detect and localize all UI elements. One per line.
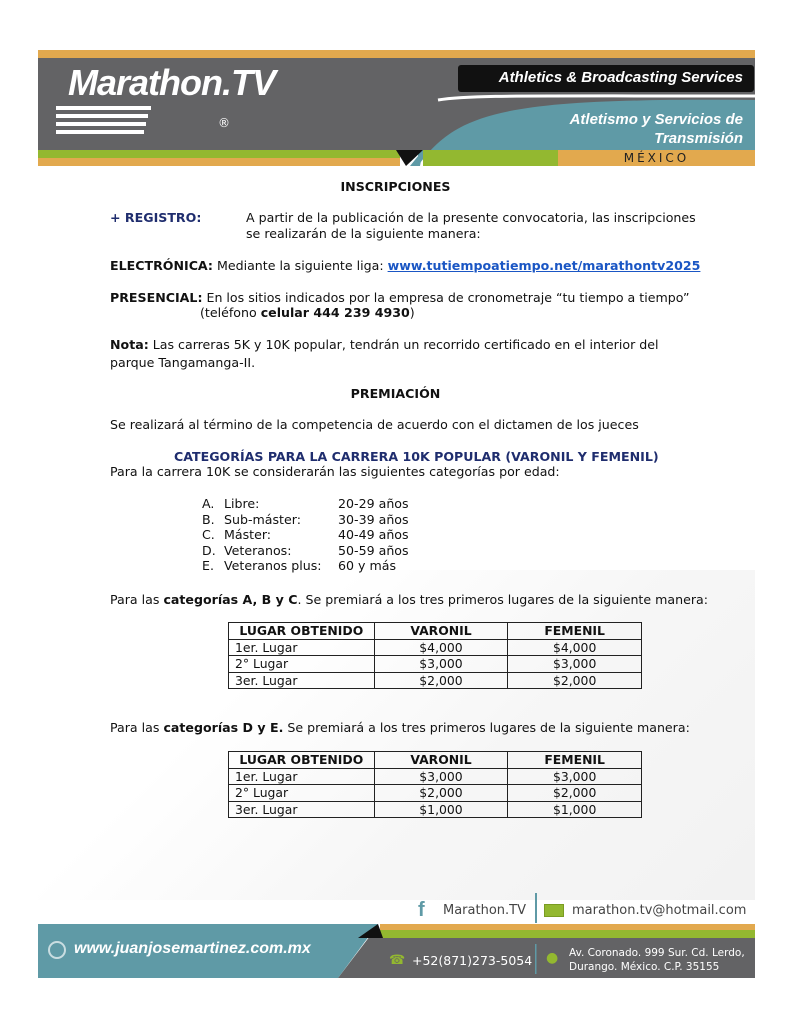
globe-icon (48, 941, 66, 959)
divider (535, 893, 537, 923)
premiacion-text: Se realizará al término de la competencia de acuerdo con el dictamen de los jueces (110, 417, 639, 432)
table-cell: $3,000 (374, 768, 508, 785)
table-row (229, 672, 642, 689)
category-age: 50-59 años (338, 542, 409, 558)
category-letter: B. (202, 511, 215, 527)
country-label: MÉXICO (623, 151, 690, 165)
facebook-name[interactable]: Marathon.TV (443, 903, 526, 918)
column-header: FEMENIL (508, 752, 642, 769)
table-row (229, 768, 642, 785)
table-cell: $4,000 (508, 639, 642, 656)
category-age: 20-29 años (338, 496, 409, 511)
logo-marathon: Marathon.TV (68, 62, 276, 103)
de-intro: Para las categorías D y E. Se premiará a los tres primeros lugares de la siguiente manera: (110, 720, 690, 735)
registro-text: A partir de la publicación de la presente convocatoria, las inscripciones se realizarán de la siguiente manera: (246, 210, 696, 241)
table-row (229, 656, 642, 673)
table-cell: $3,000 (374, 656, 508, 673)
column-header: FEMENIL (508, 623, 642, 640)
category-name: Sub-máster: (224, 511, 301, 527)
table-header-row (229, 623, 642, 640)
table-cell: 3er. Lugar (229, 672, 375, 689)
column-header: LUGAR OBTENIDO (229, 623, 375, 640)
category-age: 40-49 años (338, 527, 409, 543)
category-letter: C. (202, 527, 215, 543)
website-link[interactable]: www.juanjosemartinez.com.mx (74, 940, 311, 957)
table-cell: 1er. Lugar (229, 639, 375, 656)
nota: Nota: Las carreras 5K y 10K popular, tendrán un recorrido certificado en el interior del parque Tangamanga-II. (110, 337, 659, 370)
table-cell: 3er. Lugar (229, 801, 375, 818)
table-cell: $3,000 (508, 768, 642, 785)
category-age: 60 y más (338, 558, 397, 574)
table-cell: 2° Lugar (229, 656, 375, 673)
table-cell: $2,000 (508, 672, 642, 689)
category-letter: D. (202, 542, 216, 558)
registration-link[interactable]: www.tutiempoatiempo.net/marathontv2025 (387, 258, 701, 273)
email-address[interactable]: marathon.tv@hotmail.com (572, 903, 747, 918)
category-item (202, 527, 428, 543)
table-row (229, 801, 642, 818)
categories-intro: Para la carrera 10K se considerarán las siguientes categorías por edad: (110, 464, 560, 479)
column-header: LUGAR OBTENIDO (229, 752, 375, 769)
registered-mark: ® (218, 116, 230, 130)
phone-number[interactable]: +52(871)273-5054 (412, 953, 533, 968)
category-age: 30-39 años (338, 511, 409, 527)
header-banner (38, 50, 755, 166)
category-letter: A. (202, 496, 215, 511)
table-row (229, 785, 642, 802)
phone-icon: ☎ (389, 953, 406, 968)
category-name: Veteranos plus: (224, 558, 322, 574)
category-item (202, 543, 428, 559)
table-cell: $2,000 (374, 672, 508, 689)
category-name: Máster: (224, 527, 272, 543)
tagline-es: Atletismo y Servicios de Transmisión (569, 111, 743, 147)
table-cell: $2,000 (374, 785, 508, 802)
prize-table-de (228, 751, 642, 818)
prize-table-abc (228, 622, 642, 689)
presencial-phone: (teléfono celular 444 239 4930) (200, 305, 415, 320)
category-item (202, 496, 428, 512)
facebook-icon[interactable]: f (418, 899, 425, 921)
section-title-inscripciones: INSCRIPCIONES (340, 179, 451, 194)
location-pin-icon: ● (546, 950, 559, 966)
address: Av. Coronado. 999 Sur. Cd. Lerdo, Durango. México. C.P. 35155 (569, 947, 745, 973)
column-header: VARONIL (374, 623, 508, 640)
category-letter: E. (202, 558, 214, 574)
categories-list (202, 496, 428, 574)
tagline-en: Athletics & Broadcasting Services (498, 69, 743, 86)
categories-title: CATEGORÍAS PARA LA CARRERA 10K POPULAR (VARONIL Y FEMENIL) (174, 449, 659, 464)
table-row (229, 639, 642, 656)
abc-intro: Para las categorías A, B y C. Se premiará a los tres primeros lugares de la siguiente manera: (110, 592, 708, 607)
table-cell: 2° Lugar (229, 785, 375, 802)
column-header: VARONIL (374, 752, 508, 769)
electronica-line: ELECTRÓNICA: Mediante la siguiente liga: www.tutiempoatiempo.net/marathontv2025 (110, 258, 701, 273)
table-cell: $1,000 (374, 801, 508, 818)
table-cell: $4,000 (374, 639, 508, 656)
table-cell: $3,000 (508, 656, 642, 673)
category-item (202, 558, 428, 574)
registro-label: + REGISTRO: (110, 210, 202, 225)
category-item (202, 512, 428, 528)
table-cell: $2,000 (508, 785, 642, 802)
table-cell: $1,000 (508, 801, 642, 818)
category-name: Veteranos: (224, 542, 292, 558)
section-title-premiacion: PREMIACIÓN (350, 386, 441, 401)
category-name: Libre: (224, 496, 260, 511)
table-header-row (229, 752, 642, 769)
email-icon (544, 904, 564, 917)
table-cell: 1er. Lugar (229, 768, 375, 785)
presencial-line: PRESENCIAL: En los sitios indicados por la empresa de cronometraje “tu tiempo a tiempo” (110, 290, 690, 305)
